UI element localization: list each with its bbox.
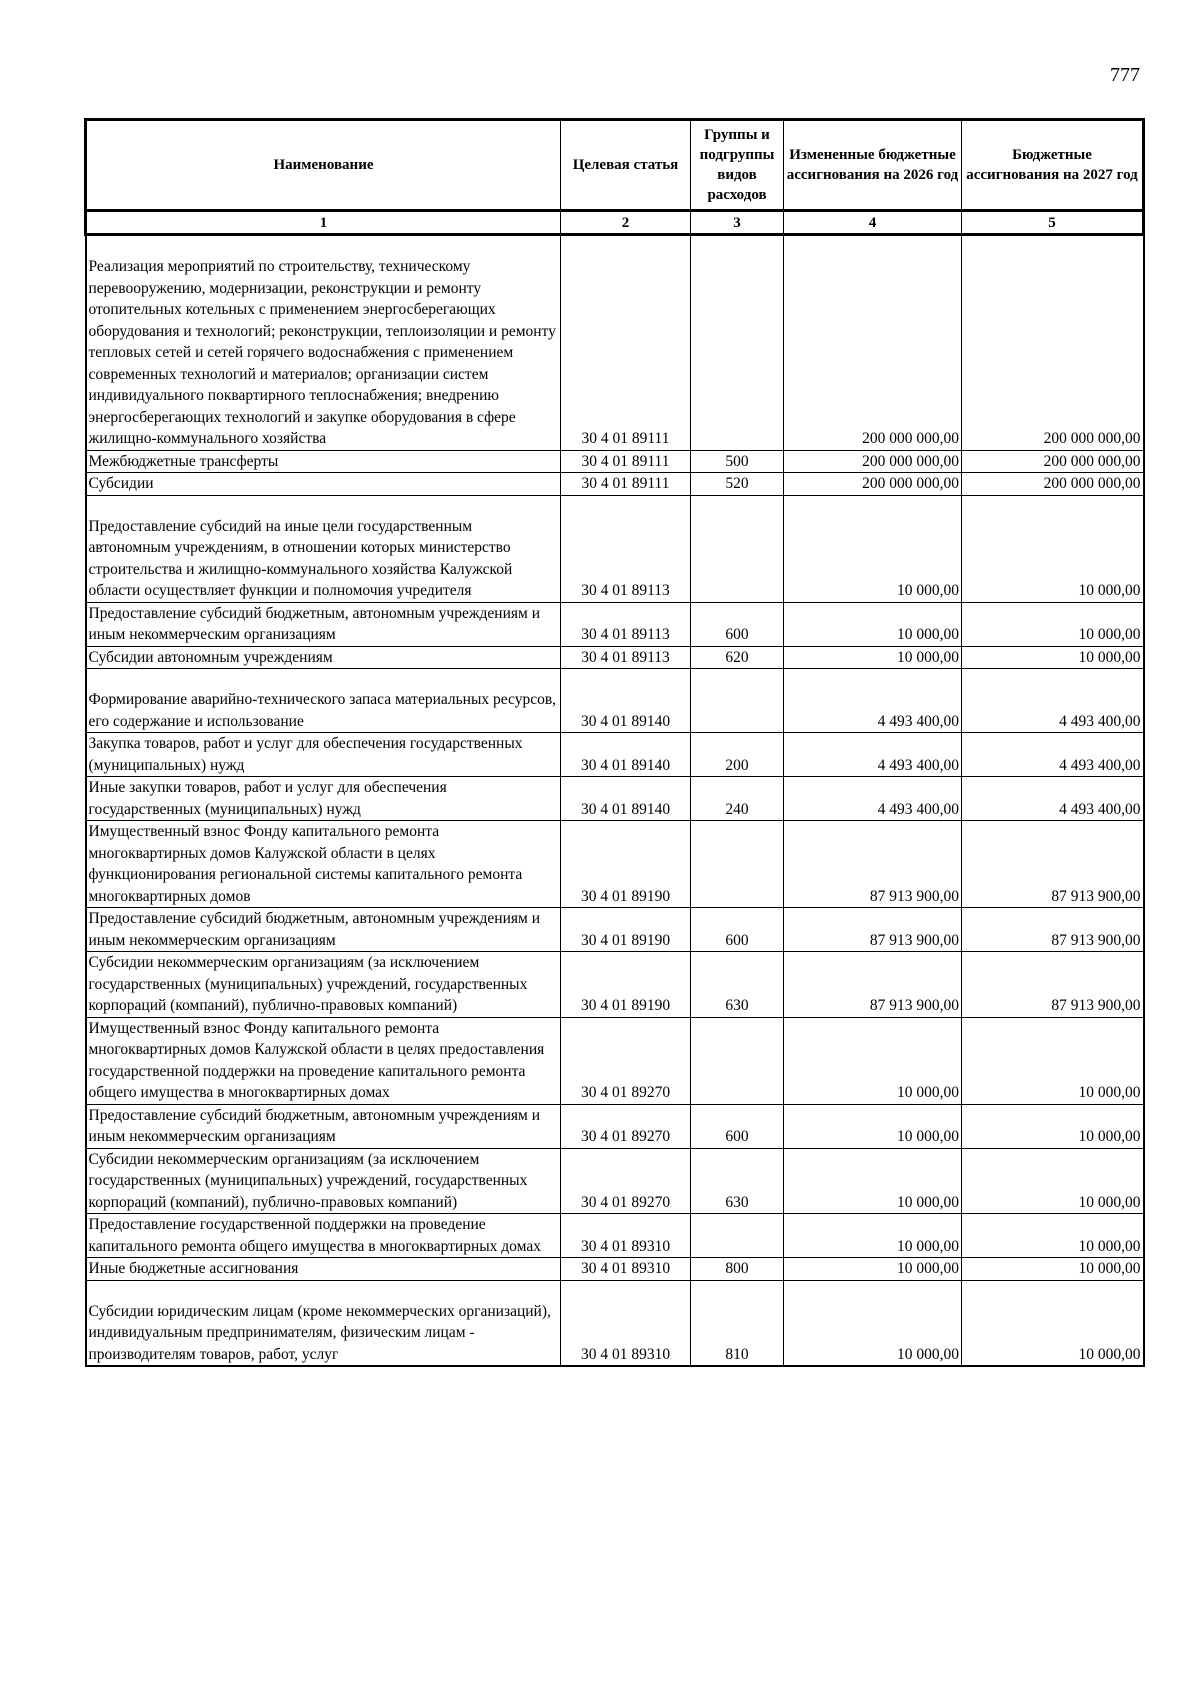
- row-amount-2027: 4 493 400,00: [962, 669, 1144, 733]
- table-row: [86, 1017, 1144, 1104]
- row-name: Имущественный взнос Фонду капитального ремонта многоквартирных домов Калужской области в целях функционирования региональной системы капитального ремонта многоквартирных домов: [86, 821, 561, 908]
- row-amount-2026: 4 493 400,00: [784, 669, 962, 733]
- row-amount-2026: 10 000,00: [784, 495, 962, 602]
- budget-table: [84, 118, 1145, 1367]
- row-target-code: 30 4 01 89270: [561, 1017, 691, 1104]
- table-row: [86, 952, 1144, 1018]
- row-expense-group: 200: [691, 733, 784, 777]
- row-amount-2026: 200 000 000,00: [784, 450, 962, 473]
- col-number: 1: [86, 211, 561, 235]
- row-amount-2027: 4 493 400,00: [962, 777, 1144, 821]
- col-number: 2: [561, 211, 691, 235]
- row-expense-group: [691, 1017, 784, 1104]
- row-name: Закупка товаров, работ и услуг для обеспечения государственных (муниципальных) нужд: [86, 733, 561, 777]
- row-target-code: 30 4 01 89310: [561, 1280, 691, 1366]
- table-row: [86, 908, 1144, 952]
- row-amount-2026: 87 913 900,00: [784, 952, 962, 1018]
- row-amount-2027: 4 493 400,00: [962, 733, 1144, 777]
- header-row: [86, 120, 1144, 211]
- row-name: Субсидии юридическим лицам (кроме некоммерческих организаций), индивидуальным предпринимателям, физическим лицам - производителям товаров, работ, услуг: [86, 1280, 561, 1366]
- row-amount-2026: 10 000,00: [784, 1214, 962, 1258]
- col-number: 4: [784, 211, 962, 235]
- row-target-code: 30 4 01 89270: [561, 1104, 691, 1148]
- row-target-code: 30 4 01 89310: [561, 1258, 691, 1281]
- table-row: [86, 495, 1144, 602]
- row-amount-2026: 4 493 400,00: [784, 777, 962, 821]
- row-expense-group: 810: [691, 1280, 784, 1366]
- row-name: Имущественный взнос Фонду капитального ремонта многоквартирных домов Калужской области в целях предоставления государственной поддержки на проведение капитального ремонта общего имущества в многоквартирных домах: [86, 1017, 561, 1104]
- row-expense-group: [691, 495, 784, 602]
- row-amount-2027: 10 000,00: [962, 602, 1144, 646]
- row-target-code: 30 4 01 89113: [561, 646, 691, 669]
- row-name: Предоставление субсидий бюджетным, автономным учреждениям и иным некоммерческим организациям: [86, 602, 561, 646]
- row-target-code: 30 4 01 89111: [561, 450, 691, 473]
- col-number: 5: [962, 211, 1144, 235]
- row-name: Субсидии автономным учреждениям: [86, 646, 561, 669]
- row-amount-2026: 87 913 900,00: [784, 908, 962, 952]
- table-row: [86, 1148, 1144, 1214]
- table-row: [86, 821, 1144, 908]
- row-amount-2026: 10 000,00: [784, 602, 962, 646]
- row-amount-2027: 200 000 000,00: [962, 473, 1144, 496]
- row-amount-2026: 200 000 000,00: [784, 235, 962, 451]
- row-expense-group: [691, 1214, 784, 1258]
- row-amount-2026: 10 000,00: [784, 1258, 962, 1281]
- header-name: Наименование: [86, 120, 561, 211]
- row-target-code: 30 4 01 89190: [561, 908, 691, 952]
- row-target-code: 30 4 01 89190: [561, 952, 691, 1018]
- row-target-code: 30 4 01 89140: [561, 733, 691, 777]
- table-row: [86, 1104, 1144, 1148]
- row-target-code: 30 4 01 89310: [561, 1214, 691, 1258]
- row-amount-2027: 10 000,00: [962, 1258, 1144, 1281]
- header-2026: Измененные бюджетные ассигнования на 2026 год: [784, 120, 962, 211]
- row-target-code: 30 4 01 89140: [561, 777, 691, 821]
- row-name: Межбюджетные трансферты: [86, 450, 561, 473]
- column-number-row: [86, 211, 1144, 235]
- table-row: [86, 669, 1144, 733]
- row-amount-2026: 87 913 900,00: [784, 821, 962, 908]
- row-name: Предоставление субсидий бюджетным, автономным учреждениям и иным некоммерческим организациям: [86, 1104, 561, 1148]
- row-name: Реализация мероприятий по строительству, техническому перевооружению, модернизации, реконструкции и ремонту отопительных котельных с применением энергосберегающих оборудования и технологий; реконструкции, теплоизоляции и ремонту тепловых сетей и сетей горячего водоснабжения с применением современных технологий и материалов; организации систем индивидуального поквартирного теплоснабжения; внедрению энергосберегающих технологий и закупке оборудования в сфере жилищно-коммунального хозяйства: [86, 235, 561, 451]
- row-target-code: 30 4 01 89140: [561, 669, 691, 733]
- row-amount-2027: 87 913 900,00: [962, 908, 1144, 952]
- table-row: [86, 1258, 1144, 1281]
- row-target-code: 30 4 01 89113: [561, 495, 691, 602]
- table-body: [86, 235, 1144, 1367]
- row-amount-2027: 87 913 900,00: [962, 952, 1144, 1018]
- row-amount-2026: 10 000,00: [784, 1104, 962, 1148]
- row-expense-group: 600: [691, 908, 784, 952]
- row-name: Иные бюджетные ассигнования: [86, 1258, 561, 1281]
- table-row: [86, 235, 1144, 451]
- row-expense-group: 500: [691, 450, 784, 473]
- col-number: 3: [691, 211, 784, 235]
- row-amount-2027: 10 000,00: [962, 1214, 1144, 1258]
- row-amount-2026: 200 000 000,00: [784, 473, 962, 496]
- row-name: Субсидии некоммерческим организациям (за исключением государственных (муниципальных) учреждений, государственных корпораций (компаний), публично-правовых компаний): [86, 952, 561, 1018]
- row-name: Формирование аварийно-технического запаса материальных ресурсов, его содержание и использование: [86, 669, 561, 733]
- header-groups: Группы и подгруппы видов расходов: [691, 120, 784, 211]
- row-expense-group: [691, 235, 784, 451]
- table-row: [86, 1214, 1144, 1258]
- header-target: Целевая статья: [561, 120, 691, 211]
- table-row: [86, 1280, 1144, 1366]
- row-name: Субсидии некоммерческим организациям (за исключением государственных (муниципальных) учреждений, государственных корпораций (компаний), публично-правовых компаний): [86, 1148, 561, 1214]
- row-amount-2027: 10 000,00: [962, 1280, 1144, 1366]
- header-2027: Бюджетные ассигнования на 2027 год: [962, 120, 1144, 211]
- table-row: [86, 777, 1144, 821]
- row-amount-2026: 10 000,00: [784, 1017, 962, 1104]
- row-amount-2026: 10 000,00: [784, 646, 962, 669]
- table-row: [86, 602, 1144, 646]
- row-amount-2026: 10 000,00: [784, 1148, 962, 1214]
- row-name: Предоставление субсидий бюджетным, автономным учреждениям и иным некоммерческим организациям: [86, 908, 561, 952]
- row-target-code: 30 4 01 89270: [561, 1148, 691, 1214]
- row-name: Предоставление государственной поддержки на проведение капитального ремонта общего имущества в многоквартирных домах: [86, 1214, 561, 1258]
- row-name: Иные закупки товаров, работ и услуг для обеспечения государственных (муниципальных) нужд: [86, 777, 561, 821]
- row-expense-group: 600: [691, 1104, 784, 1148]
- row-amount-2026: 4 493 400,00: [784, 733, 962, 777]
- page-number: 777: [1110, 64, 1140, 86]
- row-target-code: 30 4 01 89190: [561, 821, 691, 908]
- row-amount-2027: 10 000,00: [962, 646, 1144, 669]
- table-row: [86, 473, 1144, 496]
- row-expense-group: 620: [691, 646, 784, 669]
- row-target-code: 30 4 01 89111: [561, 235, 691, 451]
- row-amount-2027: 200 000 000,00: [962, 235, 1144, 451]
- row-expense-group: 630: [691, 1148, 784, 1214]
- table-row: [86, 646, 1144, 669]
- row-expense-group: 800: [691, 1258, 784, 1281]
- row-name: Предоставление субсидий на иные цели государственным автономным учреждениям, в отношении которых министерство строительства и жилищно-коммунального хозяйства Калужской области осуществляет функции и полномочия учредителя: [86, 495, 561, 602]
- row-amount-2027: 10 000,00: [962, 1104, 1144, 1148]
- row-target-code: 30 4 01 89111: [561, 473, 691, 496]
- row-name: Субсидии: [86, 473, 561, 496]
- row-amount-2027: 10 000,00: [962, 1017, 1144, 1104]
- row-target-code: 30 4 01 89113: [561, 602, 691, 646]
- row-expense-group: 630: [691, 952, 784, 1018]
- row-amount-2027: 200 000 000,00: [962, 450, 1144, 473]
- row-amount-2027: 87 913 900,00: [962, 821, 1144, 908]
- row-expense-group: [691, 669, 784, 733]
- row-amount-2027: 10 000,00: [962, 495, 1144, 602]
- row-expense-group: 600: [691, 602, 784, 646]
- table-row: [86, 450, 1144, 473]
- row-expense-group: [691, 821, 784, 908]
- row-expense-group: 240: [691, 777, 784, 821]
- table-row: [86, 733, 1144, 777]
- row-expense-group: 520: [691, 473, 784, 496]
- row-amount-2026: 10 000,00: [784, 1280, 962, 1366]
- row-amount-2027: 10 000,00: [962, 1148, 1144, 1214]
